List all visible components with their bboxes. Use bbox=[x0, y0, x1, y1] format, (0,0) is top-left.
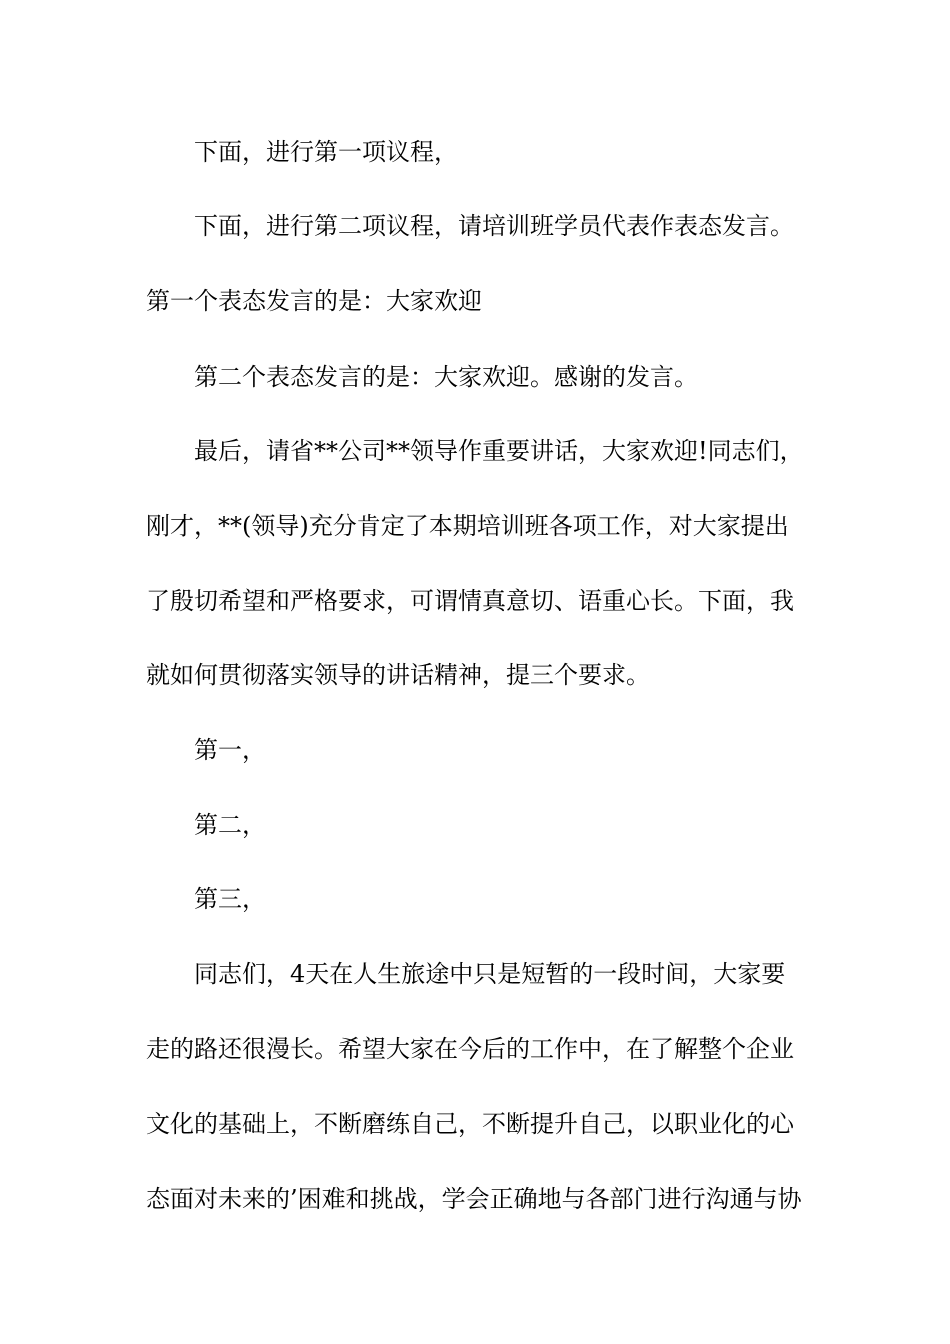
text-line: 下面，进行第一项议程， bbox=[194, 138, 458, 166]
text-line: 第三， bbox=[194, 885, 266, 913]
text-line: 第一， bbox=[194, 736, 266, 764]
text-line: 态面对未来的’困难和挑战，学会正确地与各部门进行沟通与协 bbox=[146, 1185, 802, 1213]
text-line: 走的路还很漫长。希望大家在今后的工作中，在了解整个企业 bbox=[146, 1035, 794, 1063]
text-line: 最后，请省**公司**领导作重要讲话，大家欢迎!同志们， bbox=[194, 437, 804, 465]
text-line: 同志们，4天在人生旅途中只是短暂的一段时间，大家要 bbox=[194, 960, 786, 988]
text-line: 下面，进行第二项议程，请培训班学员代表作表态发言。 bbox=[194, 212, 794, 240]
text-line: 刚才，**(领导)充分肯定了本期培训班各项工作，对大家提出 bbox=[146, 512, 789, 540]
text-line: 第二个表态发言的是：大家欢迎。感谢的发言。 bbox=[194, 363, 698, 391]
text-line: 第一个表态发言的是：大家欢迎 bbox=[146, 287, 482, 315]
text-line: 就如何贯彻落实领导的讲话精神，提三个要求。 bbox=[146, 661, 650, 689]
text-line: 第二， bbox=[194, 811, 266, 839]
text-line: 了殷切希望和严格要求，可谓情真意切、语重心长。下面，我 bbox=[146, 587, 794, 615]
text-line: 文化的基础上，不断磨练自己，不断提升自己，以职业化的心 bbox=[146, 1110, 794, 1138]
